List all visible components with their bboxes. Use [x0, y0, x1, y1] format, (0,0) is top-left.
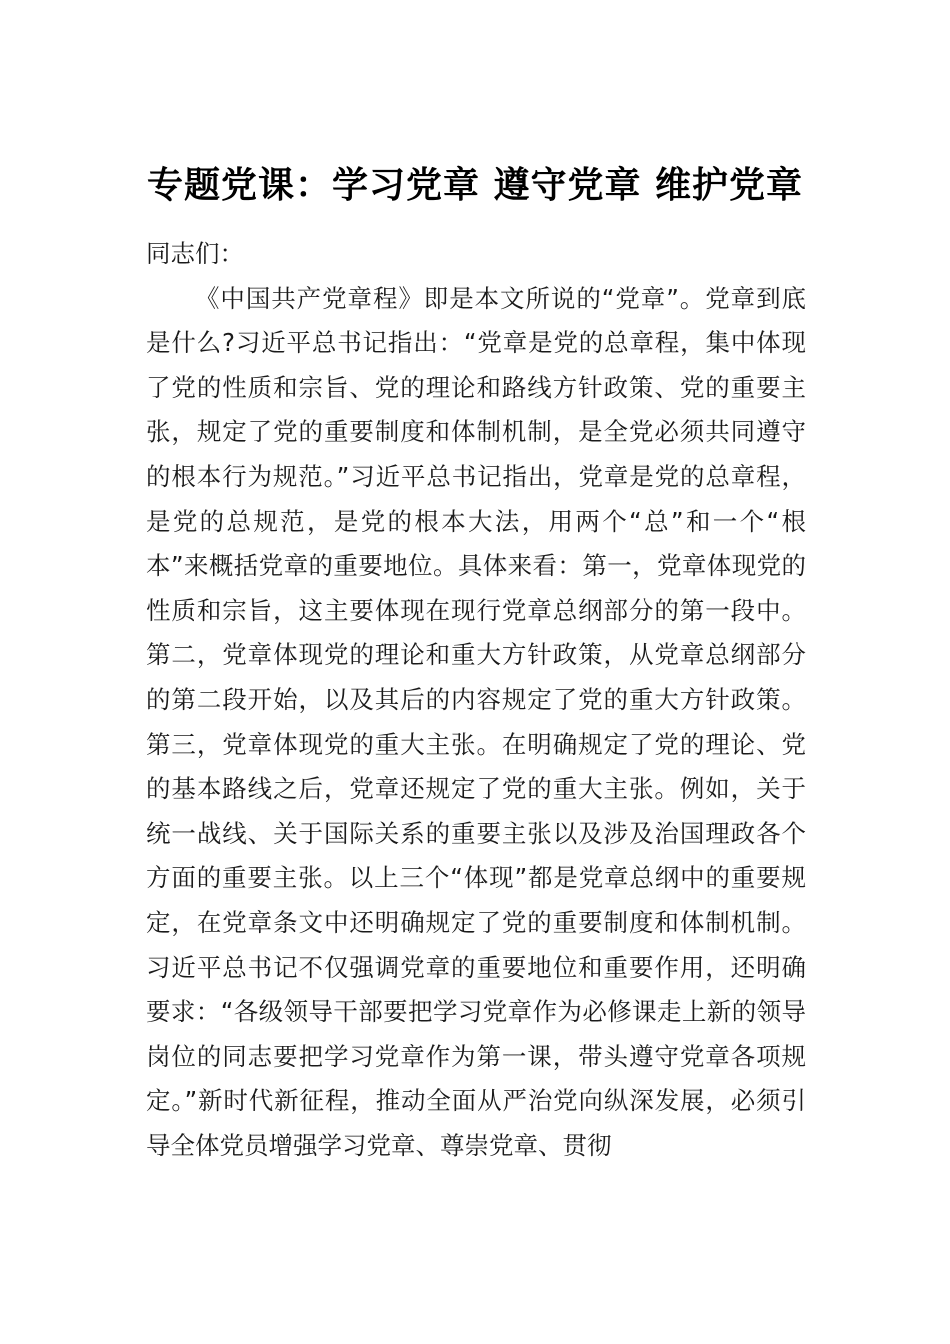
- document-body: [146, 232, 806, 1168]
- greeting: 同志们：: [146, 239, 244, 268]
- paragraph: 《中国共产党章程》即是本文所说的“党章”。党章到底是什么?习近平总书记指出：“党章是党的总章程，集中体现了党的性质和宗旨、党的理论和路线方针政策、党的重要主张，规定了党的重要制度和体制机制，是全党必须共同遵守的根本行为规范。”习近平总书记指出，党章是党的总章程，是党的总规范，是党的根本大法，用两个“总”和一个“根本”来概括党章的重要地位。具体来看：第一，党章体现党的性质和宗旨，这主要体现在现行党章总纲部分的第一段中。第二，党章体现党的理论和重大方针政策，从党章总纲部分的第二段开始，以及其后的内容规定了党的重大方针政策。第三，党章体现党的重大主张。在明确规定了党的理论、党的基本路线之后，党章还规定了党的重大主张。例如，关于统一战线、关于国际关系的重要主张以及涉及治国理政各个方面的重要主张。以上三个“体现”都是党章总纲中的重要规定，在党章条文中还明确规定了党的重要制度和体制机制。习近平总书记不仅强调党章的重要地位和重要作用，还明确要求：“各级领导干部要把学习党章作为必修课走上新的领导岗位的同志要把学习党章作为第一课，带头遵守党章各项规定。”新时代新征程，推动全面从严治党向纵深发展，必须引导全体党员增强学习党章、尊崇党章、贯彻: [146, 283, 806, 1160]
- document-title: 专题党课：学习党章 遵守党章 维护党章: [146, 164, 804, 206]
